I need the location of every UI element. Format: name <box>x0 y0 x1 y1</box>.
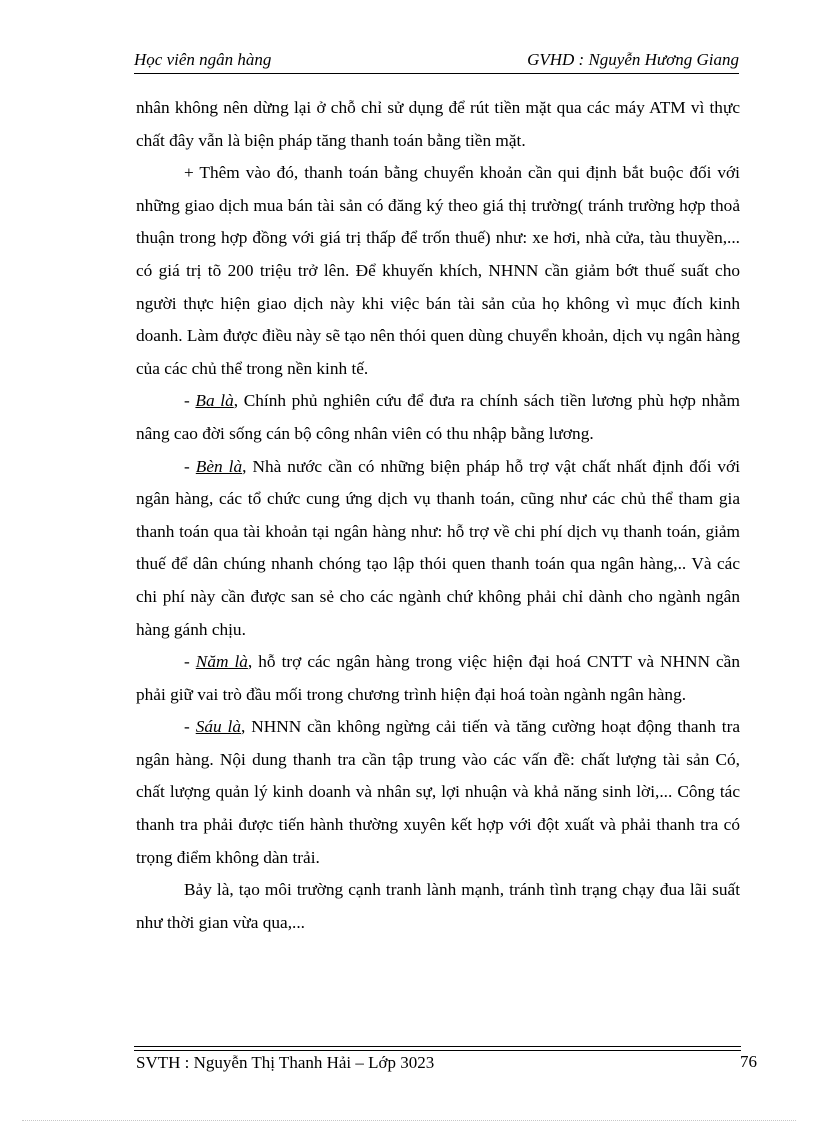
paragraph-1: nhân không nên dừng lại ở chỗ chỉ sử dụng để rút tiền mặt qua các máy ATM vì thực chất đây vẫn là biện pháp tăng thanh toán bằng tiền mặt. <box>136 98 740 150</box>
header-institution: Học viên ngân hàng <box>134 50 272 69</box>
paragraph-5: - Năm là, hỗ trợ các ngân hàng trong việc hiện đại hoá CNTT và NHNN cần phải giữ vai trò đầu mối trong chương trình hiện đại hoá toàn ngành ngân hàng. <box>136 652 740 704</box>
header-advisor: GVHD : Nguyễn Hương Giang <box>527 50 739 69</box>
paragraph-4: - Bèn là, Nhà nước cần có những biện pháp hỗ trợ vật chất nhất định đối với ngân hàng, các tổ chức cung ứng dịch vụ thanh toán, cũng như các chủ thể tham gia thanh toán qua tài khoản tại ngân hàng như: hỗ trợ về chi phí dịch vụ thanh toán, giảm thuế để dân chúng nhanh chóng tạo lập thói quen thanh toán qua ngân hàng,.. Và các chi phí này cần được san sẻ cho các ngành chứ không phải chỉ dành cho ngành ngân hàng gánh chịu. <box>136 456 740 639</box>
page-number: 76 <box>740 1052 757 1071</box>
paragraph-2: + Thêm vào đó, thanh toán bằng chuyển khoản cần qui định bắt buộc đối với những giao dịch mua bán tài sản có đăng ký theo giá thị trường( tránh trường hợp thoả thuận trong hợp đồng với giá trị thấp để trốn thuế) như: xe hơi, nhà cửa, tàu thuyền,... có giá trị tõ 200 triệu trở lên. Để khuyến khích, NHNN cần giảm bớt thuế suất cho người thực hiện giao dịch này khi việc bán tài sản của họ không vì mục đích kinh doanh. Làm được điều này sẽ tạo nên thói quen dùng chuyển khoản, dịch vụ ngân hàng của các chủ thể trong nền kinh tế. <box>136 163 740 378</box>
footer-rule-thick <box>134 1046 741 1047</box>
footer-rule-thin <box>134 1050 741 1051</box>
paragraph-7: Bảy là, tạo môi trường cạnh tranh lành mạnh, tránh tình trạng chạy đua lãi suất như thời gian vừa qua,... <box>136 880 740 932</box>
paragraph-lead: Bèn là <box>195 456 243 476</box>
paragraph-lead: Ba là <box>195 391 234 411</box>
paragraph-3: - Ba là, Chính phủ nghiên cứu để đưa ra chính sách tiền lương phù hợp nhằm nâng cao đời sống cán bộ công nhân viên có thu nhập bằng lương. <box>136 391 740 443</box>
header-rule <box>134 73 739 74</box>
paragraph-6: - Sáu là, NHNN cần không ngừng cải tiến và tăng cường hoạt động thanh tra ngân hàng. Nội dung thanh tra cần tập trung vào các vấn đề: chất lượng tài sản Có, chất lượng quản lý kinh doanh và nhân sự, lợi nhuận và khả năng sinh lời,... Công tác thanh tra phải được tiến hành thường xuyên kết hợp với đột xuất và phải thanh tra có trọng điểm không dàn trải. <box>136 717 741 867</box>
body-text <box>136 92 740 939</box>
footer-student: SVTH : Nguyễn Thị Thanh Hải – Lớp 3023 <box>136 1053 435 1072</box>
paragraph-lead: Năm là <box>195 652 248 672</box>
page-header <box>134 50 739 74</box>
page-edge-divider <box>22 1120 796 1121</box>
paragraph-lead: Sáu là <box>195 717 242 737</box>
